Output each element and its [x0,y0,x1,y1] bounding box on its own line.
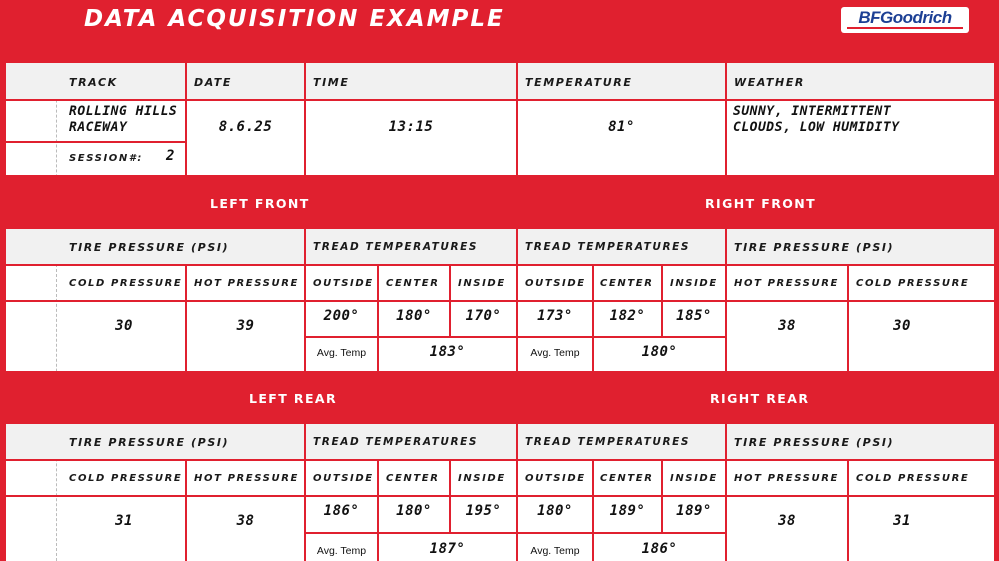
lf-tread-temps-header: TREAD TEMPERATURES [313,241,479,253]
rear-col-847 [847,459,849,561]
track-value-line1: ROLLING HILLS [69,104,178,119]
rear-col-304 [304,424,306,561]
brand-logo-underline [847,27,963,29]
rear-col-449 [449,459,451,533]
front-col-725 [725,229,727,371]
rf-avg-temp-label: Avg. Temp [530,347,580,359]
left-front-title: LEFT FRONT [210,196,310,211]
rr-avg-temp-value: 186° [641,541,678,557]
session-value: 2 [166,148,175,164]
right-rear-title: RIGHT REAR [710,391,810,406]
lr-avg-temp-value: 187° [429,541,466,557]
rr-hot-pressure-header: HOT PRESSURE [734,473,839,484]
rf-outside-value: 173° [537,308,573,324]
lr-center-value: 180° [396,503,432,519]
lr-inside-value: 195° [465,503,502,519]
front-subheader-line [6,300,994,302]
rr-tread-temps-header: TREAD TEMPERATURES [525,436,691,448]
lf-cold-pressure-header: COLD PRESSURE [69,278,183,289]
lr-outside-value: 186° [323,503,360,519]
info-col-4 [725,63,727,175]
temperature-header: TEMPERATURE [525,76,633,89]
rr-cold-pressure-header: COLD PRESSURE [856,473,970,484]
date-header: DATE [194,76,233,89]
rear-col-185 [185,459,187,561]
brand-logo [841,7,969,33]
rf-center-value: 182° [609,308,646,324]
page-title: DATA ACQUISITION EXAMPLE [84,6,505,32]
rr-center-value: 189° [609,503,646,519]
rr-inside-header: INSIDE [670,473,718,484]
lr-cold-pressure-value: 31 [115,513,133,529]
lr-tread-temps-header: TREAD TEMPERATURES [313,436,479,448]
right-border [994,0,999,561]
info-header-row [6,63,994,100]
rf-center-header: CENTER [600,278,654,289]
rear-band [0,371,999,424]
lf-avg-temp-label: Avg. Temp [316,347,367,359]
rr-cold-pressure-value: 31 [893,513,911,529]
lf-cold-pressure-value: 30 [115,318,133,334]
lf-center-value: 180° [396,308,432,324]
front-col-661 [661,264,663,337]
lf-inside-header: INSIDE [458,278,506,289]
lf-inside-value: 170° [465,308,502,324]
lr-outside-header: OUTSIDE [313,473,374,484]
right-front-title: RIGHT FRONT [705,196,817,211]
front-band [0,175,999,229]
date-value: 8.6.25 [218,119,273,135]
session-label: SESSION#: [69,153,144,164]
brand-logo-text: BFGoodrich [858,8,952,27]
rear-col-516 [516,424,518,561]
rf-hot-pressure-header: HOT PRESSURE [734,278,839,289]
lf-center-header: CENTER [386,278,440,289]
rear-subheader-line [6,495,994,497]
weather-value-line1: SUNNY, INTERMITTENT [733,104,892,119]
rear-col-725 [725,424,727,561]
temperature-value: 81° [608,119,635,135]
lf-avg-temp-value: 183° [429,344,466,360]
rr-center-header: CENTER [600,473,654,484]
rr-hot-pressure-value: 38 [778,513,796,529]
rf-tire-pressure-header: TIRE PRESSURE (PSI) [734,241,895,254]
lf-tire-pressure-header: TIRE PRESSURE (PSI) [69,241,230,254]
left-rear-title: LEFT REAR [249,391,337,406]
lf-outside-header: OUTSIDE [313,278,374,289]
lr-center-header: CENTER [386,473,440,484]
track-value-line2: RACEWAY [69,120,128,135]
lf-hot-pressure-header: HOT PRESSURE [194,278,299,289]
rf-avg-temp-value: 180° [641,344,678,360]
rf-outside-header: OUTSIDE [525,278,586,289]
info-header-line [6,99,994,101]
lr-avg-line [305,532,517,534]
lf-avg-line [305,336,517,338]
rr-avg-line [517,532,726,534]
rr-tire-pressure-header: TIRE PRESSURE (PSI) [734,436,895,449]
weather-value-line2: CLOUDS, LOW HUMIDITY [733,120,900,135]
weather-header: WEATHER [734,76,806,89]
lr-hot-pressure-header: HOT PRESSURE [194,473,299,484]
front-col-449 [449,264,451,337]
rf-inside-value: 185° [676,308,712,324]
rf-cold-pressure-header: COLD PRESSURE [856,278,970,289]
rear-col-661 [661,459,663,533]
time-header: TIME [313,76,350,89]
lr-inside-header: INSIDE [458,473,506,484]
track-header: TRACK [69,76,118,89]
rf-cold-pressure-value: 30 [893,318,911,334]
front-group-header-line [6,264,994,266]
lr-cold-pressure-header: COLD PRESSURE [69,473,183,484]
rr-inside-value: 189° [676,503,712,519]
lf-hot-pressure-value: 39 [236,318,255,334]
lr-tire-pressure-header: TIRE PRESSURE (PSI) [69,436,230,449]
rf-tread-temps-header: TREAD TEMPERATURES [525,241,691,253]
lr-hot-pressure-value: 38 [236,513,255,529]
rr-outside-value: 180° [537,503,573,519]
rr-avg-temp-label: Avg. Temp [530,545,580,557]
rear-group-header-line [6,459,994,461]
session-divider [6,141,186,143]
rf-avg-line [517,336,726,338]
lr-avg-temp-label: Avg. Temp [316,545,367,557]
lf-outside-value: 200° [323,308,360,324]
time-value: 13:15 [388,119,434,135]
rr-outside-header: OUTSIDE [525,473,586,484]
rf-hot-pressure-value: 38 [778,318,796,334]
rf-inside-header: INSIDE [670,278,718,289]
